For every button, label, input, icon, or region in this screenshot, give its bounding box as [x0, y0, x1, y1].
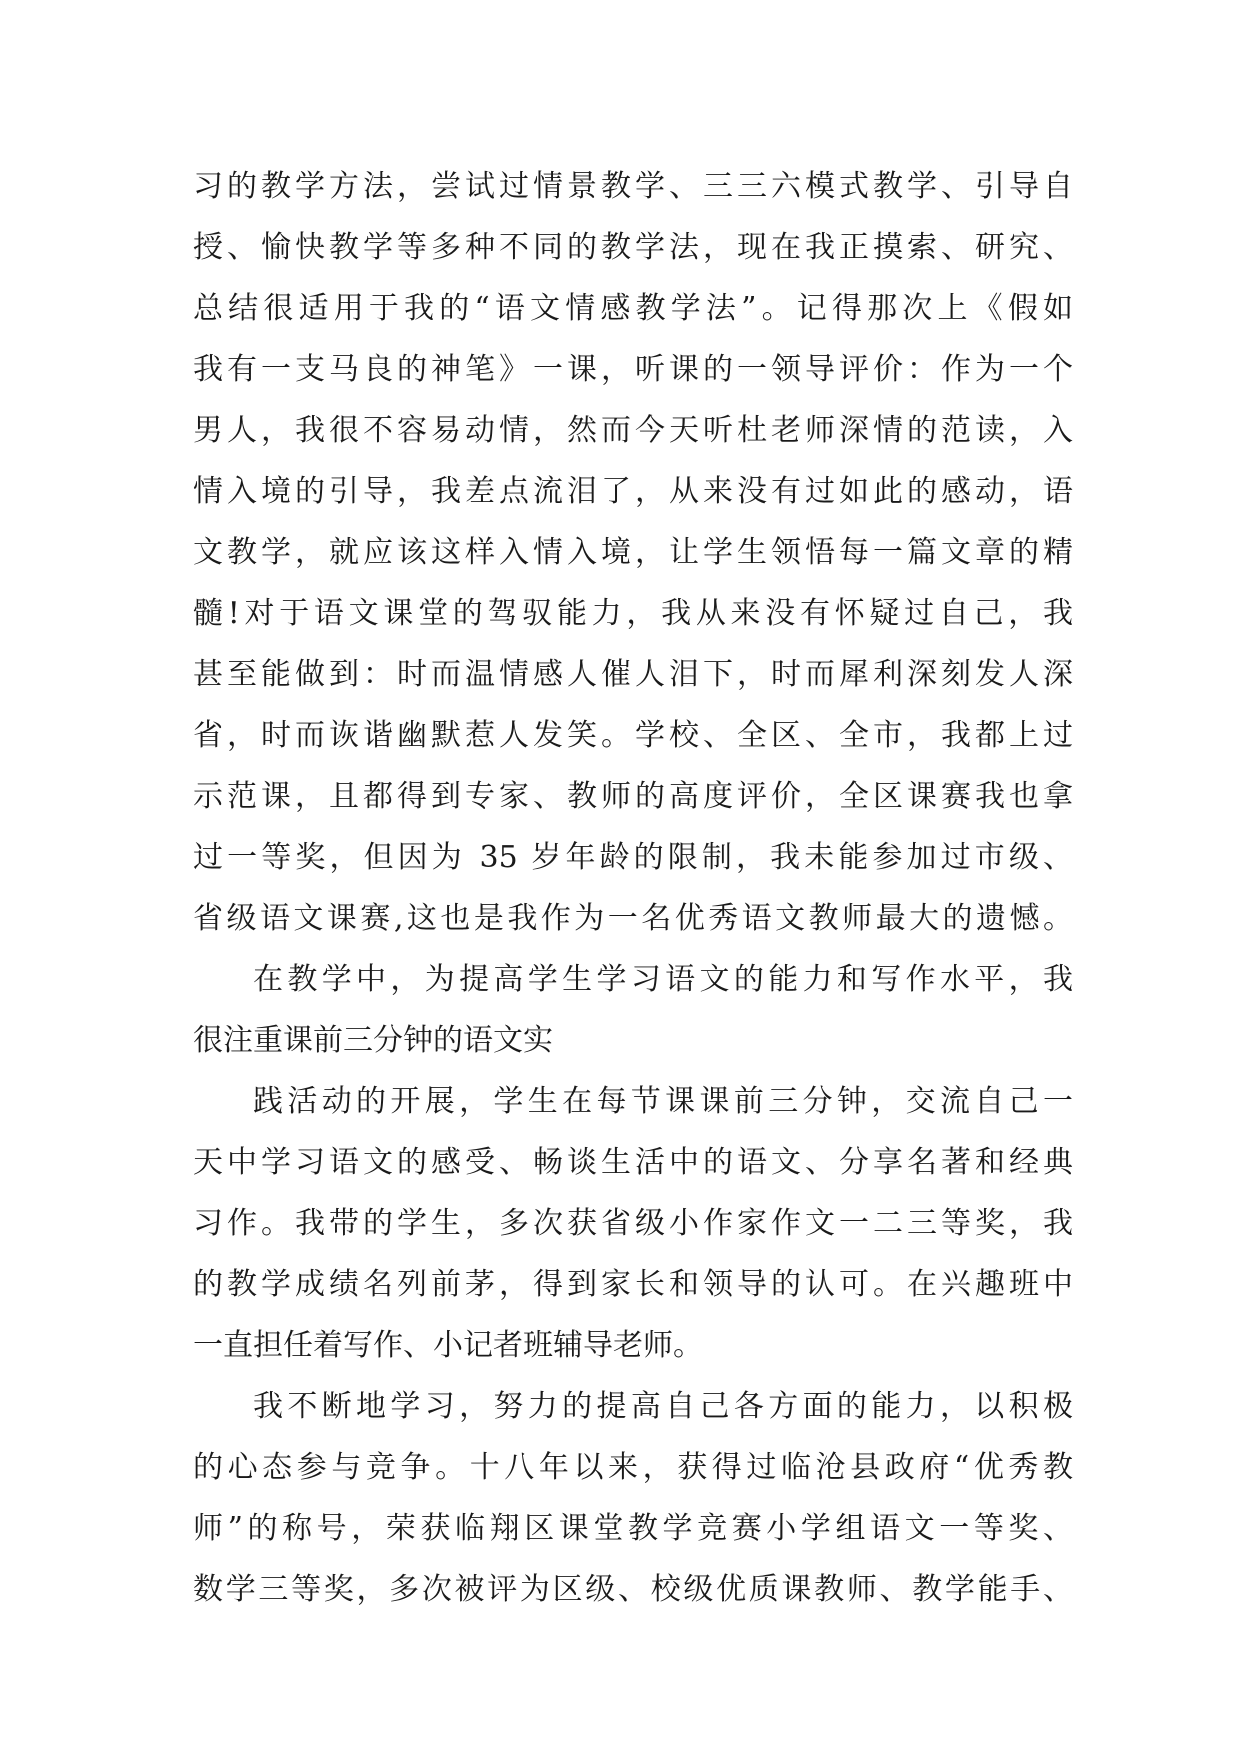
- text-line: 情入境的引导，我差点流泪了，从来没有过如此的感动，语: [193, 474, 1073, 509]
- text-line: 一直担任着写作、小记者班辅导老师。: [193, 1328, 703, 1363]
- text-line: 我有一支马良的神笔》一课，听课的一领导评价：作为一个: [193, 352, 1073, 387]
- text-line: 习作。我带的学生，多次获省级小作家作文一二三等奖，我: [193, 1206, 1073, 1241]
- text-line: 的教学成绩名列前茅，得到家长和领导的认可。在兴趣班中: [193, 1267, 1073, 1302]
- text-line: 习的教学方法，尝试过情景教学、三三六模式教学、引导自: [193, 169, 1073, 204]
- text-line: 总结很适用于我的“语文情感教学法”。记得那次上《假如: [193, 291, 1073, 326]
- paragraph-first-line: 我不断地学习，努力的提高自己各方面的能力，以积极: [253, 1389, 1073, 1424]
- text-line: 省级语文课赛,这也是我作为一名优秀语文教师最大的遗憾。: [193, 901, 1073, 936]
- text-line: 甚至能做到：时而温情感人催人泪下，时而犀利深刻发人深: [193, 657, 1073, 692]
- text-line: 很注重课前三分钟的语文实: [193, 1023, 553, 1058]
- paragraph-first-line: 在教学中，为提高学生学习语文的能力和写作水平，我: [253, 962, 1073, 997]
- text-line: 示范课，且都得到专家、教师的高度评价，全区课赛我也拿: [193, 779, 1073, 814]
- text-line: 师”的称号，荣获临翔区课堂教学竞赛小学组语文一等奖、: [193, 1511, 1073, 1546]
- text-line: 男人，我很不容易动情，然而今天听杜老师深情的范读，入: [193, 413, 1073, 448]
- document-body: [193, 156, 1073, 1620]
- text-line: 过一等奖，但因为 35 岁年龄的限制，我未能参加过市级、: [193, 840, 1073, 875]
- text-line: 天中学习语文的感受、畅谈生活中的语文、分享名著和经典: [193, 1145, 1073, 1180]
- text-line: 髓!对于语文课堂的驾驭能力，我从来没有怀疑过自己，我: [193, 596, 1073, 631]
- text-line: 的心态参与竞争。十八年以来，获得过临沧县政府“优秀教: [193, 1450, 1073, 1485]
- text-line: 授、愉快教学等多种不同的教学法，现在我正摸索、研究、: [193, 230, 1073, 265]
- text-line: 文教学，就应该这样入情入境，让学生领悟每一篇文章的精: [193, 535, 1073, 570]
- text-line: 数学三等奖，多次被评为区级、校级优质课教师、教学能手、: [193, 1572, 1073, 1607]
- paragraph-first-line: 践活动的开展，学生在每节课课前三分钟，交流自己一: [253, 1084, 1073, 1119]
- text-line: 省，时而诙谐幽默惹人发笑。学校、全区、全市，我都上过: [193, 718, 1073, 753]
